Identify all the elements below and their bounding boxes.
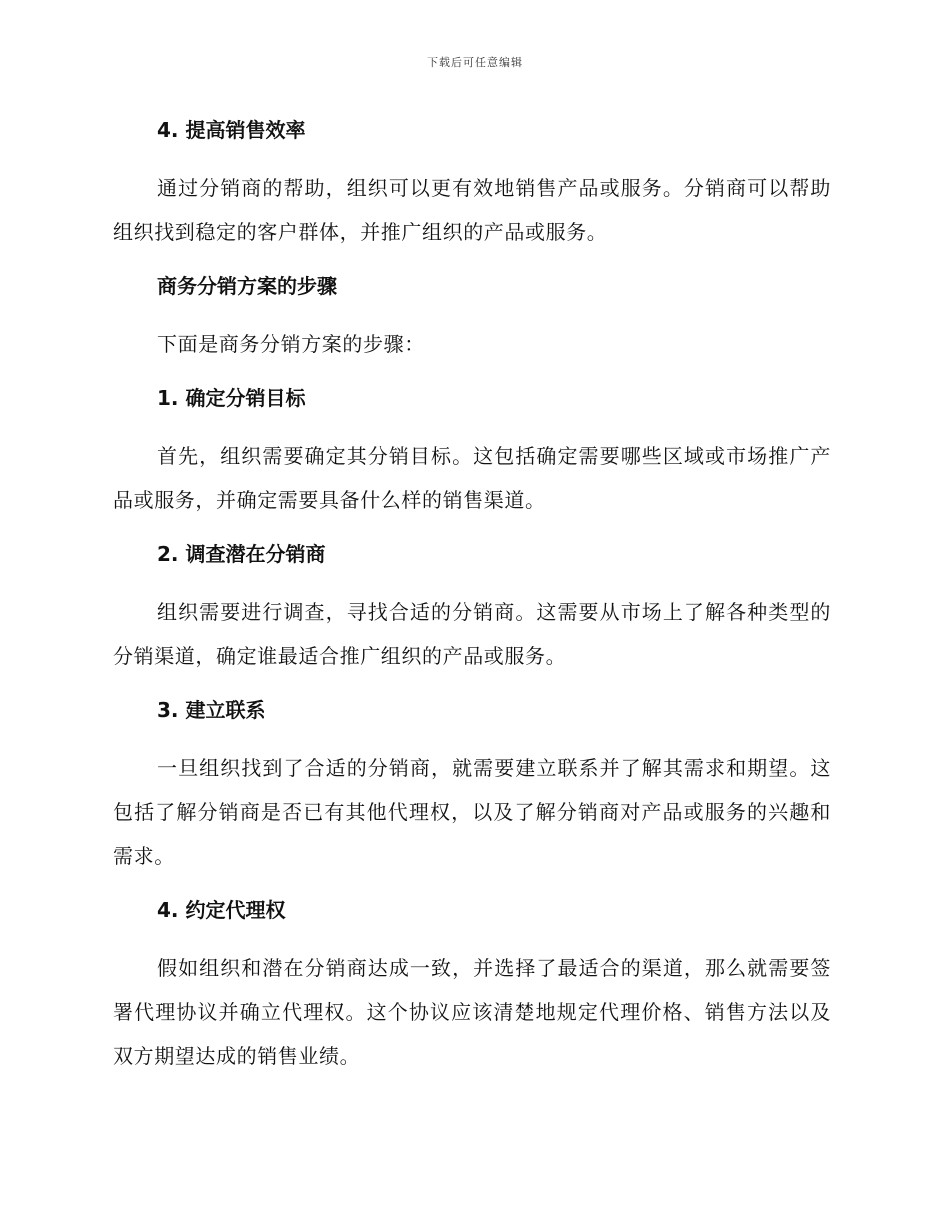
paragraph-establish-contact: 一旦组织找到了合适的分销商，就需要建立联系并了解其需求和期望。这包括了解分销商是否已有其他代理权，以及了解分销商对产品或服务的兴趣和需求。 bbox=[113, 756, 831, 868]
paragraph-agency-rights: 假如组织和潜在分销商达成一致，并选择了最适合的渠道，那么就需要签署代理协议并确立代理权。这个协议应该清楚地规定代理价格、销售方法以及双方期望达成的销售业绩。 bbox=[113, 956, 831, 1068]
section-heading-improve-sales-efficiency: 4. 提高销售效率 bbox=[157, 118, 306, 142]
paragraph-improve-sales-efficiency: 通过分销商的帮助，组织可以更有效地销售产品或服务。分销商可以帮助组织找到稳定的客户群体，并推广组织的产品或服务。 bbox=[113, 176, 831, 244]
section-heading-define-goals: 1. 确定分销目标 bbox=[157, 386, 306, 410]
paragraph-steps-intro: 下面是商务分销方案的步骤： bbox=[157, 332, 425, 356]
section-heading-distribution-steps: 商务分销方案的步骤 bbox=[157, 274, 337, 298]
paragraph-define-goals: 首先，组织需要确定其分销目标。这包括确定需要哪些区域或市场推广产品或服务，并确定需要具备什么样的销售渠道。 bbox=[113, 444, 831, 512]
section-heading-establish-contact: 3. 建立联系 bbox=[157, 698, 266, 722]
section-heading-research-distributors: 2. 调查潜在分销商 bbox=[157, 542, 326, 566]
page-header: 下载后可任意编辑 bbox=[427, 56, 523, 69]
section-heading-agency-rights: 4. 约定代理权 bbox=[157, 898, 286, 922]
document-body bbox=[113, 112, 831, 1078]
paragraph-research-distributors: 组织需要进行调查，寻找合适的分销商。这需要从市场上了解各种类型的分销渠道，确定谁最适合推广组织的产品或服务。 bbox=[113, 600, 831, 668]
